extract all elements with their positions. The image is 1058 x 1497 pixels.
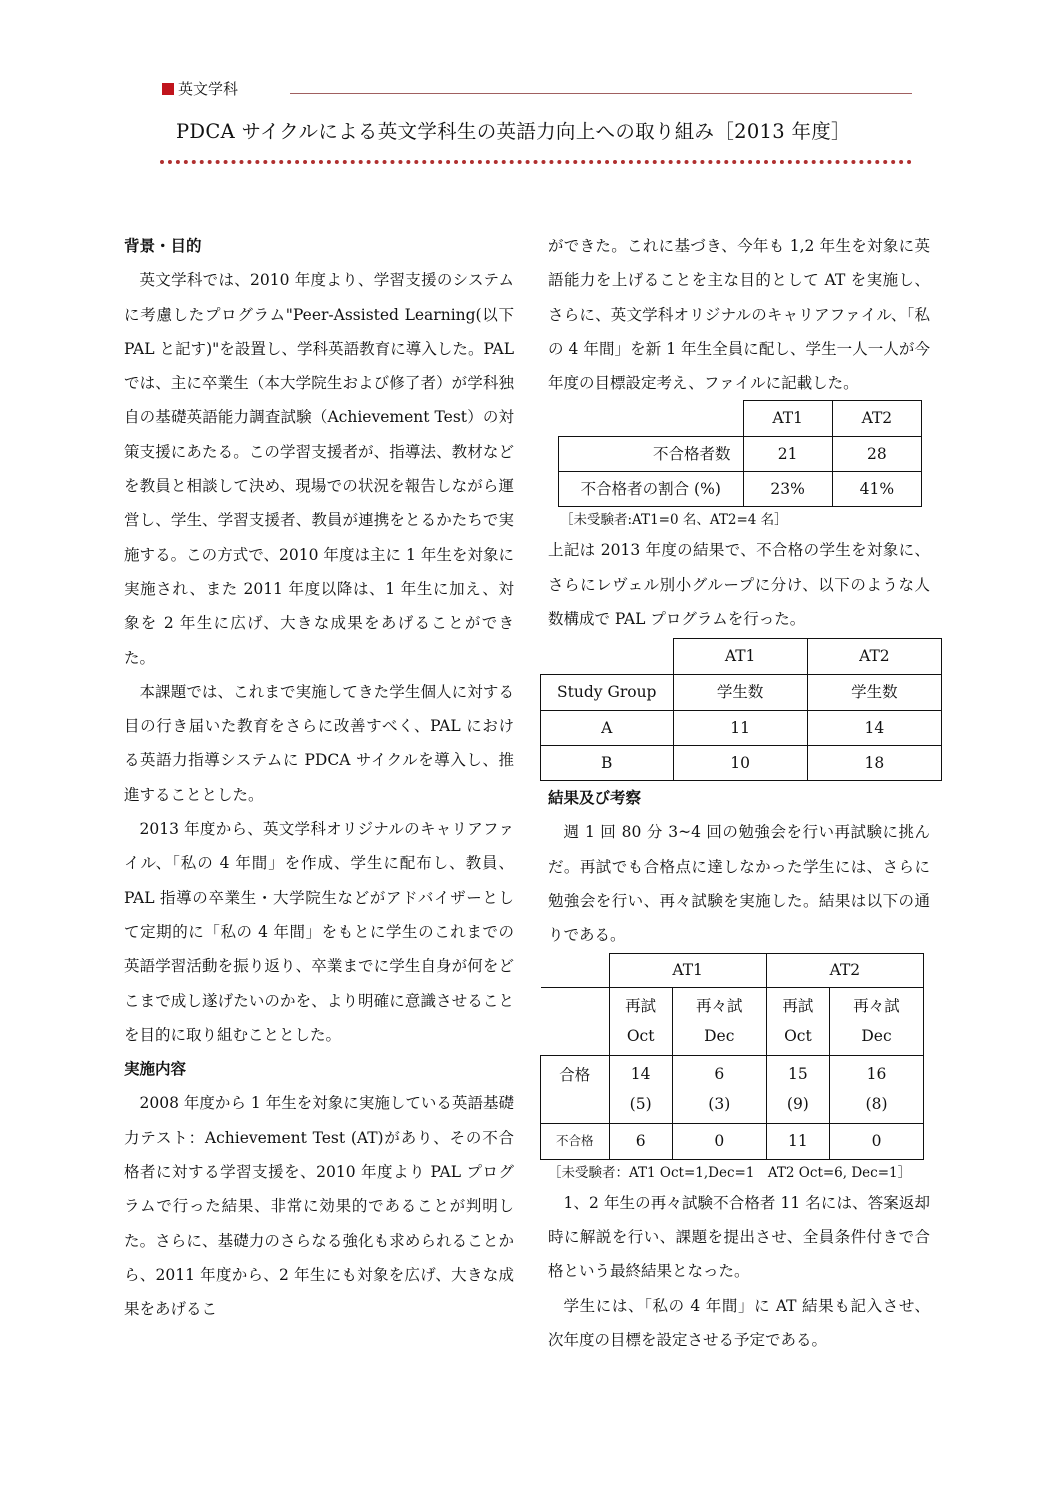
- table3-cell: 15 (9): [766, 1055, 829, 1123]
- table1-cell: 21: [743, 436, 832, 471]
- table1-cell: 28: [832, 436, 921, 471]
- paragraph-results-1: 週 1 回 80 分 3~4 回の勉強会を行い再試験に挑んだ。再試でも合格点に達しなかった学生には、さらに勉強会を行い、再々試験を実施した。結果は以下の通りである。: [548, 823, 930, 945]
- table3-pass-label: 合格: [541, 1055, 610, 1123]
- paragraph-implementation-3: 上記は 2013 年度の結果で、不合格の学生を対象に、さらにレヴェル別小グループに分け、以下のような人数構成で PAL プログラムを行った。: [548, 541, 930, 628]
- heading-background: 背景・目的: [124, 237, 202, 255]
- table2-cell: 14: [807, 710, 941, 745]
- table2-cell: 18: [807, 745, 941, 780]
- header-rule: [290, 93, 912, 94]
- table3-cell: 16 (8): [830, 1055, 924, 1123]
- paragraph-background-2: 本課題では、これまで実施してきた学生個人に対する目の行き届いた教育をさらに改善すべく、PAL における英語力指導システムに PDCA サイクルを導入し、推進することとした。: [124, 682, 514, 804]
- table3-subheader: 再試 Oct: [766, 987, 829, 1055]
- department-label: 英文学科: [178, 80, 239, 98]
- page-title: PDCA サイクルによる英文学科生の英語力向上への取り組み［2013 年度］: [176, 120, 851, 143]
- table2-cell: 11: [673, 710, 807, 745]
- header-square-marker: [162, 83, 174, 95]
- table3-fail-label: 不合格: [541, 1123, 610, 1159]
- left-column: [124, 229, 514, 1327]
- table1-cell: 41%: [832, 472, 921, 507]
- paragraph-implementation-2: ができた。これに基づき、今年も 1,2 年生を対象に英語能力を上げることを主な目的として AT を実施し、さらに、英文学科オリジナルのキャリアファイル、「私の 4 年間」を新 1 年生全員に配し、学生一人一人が今年度の目標設定考え、ファイルに記載した。: [548, 237, 930, 393]
- heading-results: 結果及び考察: [548, 789, 642, 808]
- table3-subheader: 再々試 Dec: [672, 987, 766, 1055]
- table3-cell: 14 (5): [609, 1055, 672, 1123]
- table2-cell: 10: [673, 745, 807, 780]
- table3-note: ［未受験者：AT1 Oct=1,Dec=1 AT2 Oct=6, Dec=1］: [548, 1164, 912, 1181]
- title-dotted-rule: [160, 160, 912, 164]
- table1-header-at2: AT2: [832, 401, 921, 436]
- table1-header-at1: AT1: [743, 401, 832, 436]
- table2-group-a-label: A: [541, 710, 674, 745]
- heading-implementation: 実施内容: [124, 1060, 187, 1079]
- paragraph-background-1: 英文学科では、2010 年度より、学習支援のシステムに考慮したプログラム"Peer-Assisted Learning(以下 PAL と記す)"を設置し、学科英語教育に導入した。PAL では、主に卒業生（本大学院生および修了者）が学科独自の基礎英語能力調査試験（Achievement Test）の対策支援にあたる。この学習支援者が、指導法、教材などを教員と相談して決め、現場での状況を報告しながら運営し、学生、学習支援者、教員が連携をとるかたちで実施する。この方式で、2010 年度は主に 1 年生を対象に実施され、また 2011 年度以降は、1 年生に加え、対象を 2 年生に広げ、大きな成果をあげることができた。: [124, 271, 514, 667]
- table1-note: ［未受験者:AT1=0 名、AT2=4 名］: [560, 512, 788, 529]
- table1-cell: 23%: [743, 472, 832, 507]
- table3-cell: 6: [609, 1123, 672, 1159]
- table3-cell: 11: [766, 1123, 829, 1159]
- table1-row-fail-count-label: 不合格者数: [559, 436, 744, 471]
- table3-cell: 0: [830, 1123, 924, 1159]
- table3-cell: 6 (3): [672, 1055, 766, 1123]
- table3-header-at1: AT1: [609, 953, 766, 987]
- table3-cell: 0: [672, 1123, 766, 1159]
- table2-header-at2: AT2: [807, 639, 941, 674]
- table3-header-at2: AT2: [766, 953, 923, 987]
- retest-results-table: [540, 953, 924, 1160]
- paragraph-results-2: 1、2 年生の再々試験不合格者 11 名には、答案返却時に解説を行い、課題を提出させ、全員条件付きで合格という最終結果となった。: [548, 1193, 930, 1281]
- paragraph-implementation-1: 2008 年度から 1 年生を対象に実施している英語基礎力テスト：Achievement Test (AT)があり、その不合格者に対する学習支援を、2010 年度より PAL プログラムで行った結果、非常に効果的であることが判明した。さらに、基礎力のさらなる強化も求められることから、2011 年度から、2 年生にも対象を広げ、大きな成果をあげるこ: [124, 1094, 514, 1319]
- table2-subheader: 学生数: [807, 674, 941, 710]
- table2-study-group-label: Study Group: [541, 674, 674, 710]
- fail-count-table: [558, 400, 922, 507]
- table1-row-fail-rate-label: 不合格者の割合 (%): [559, 472, 744, 507]
- table3-subheader: 再試 Oct: [609, 987, 672, 1055]
- table2-subheader: 学生数: [673, 674, 807, 710]
- table2-group-b-label: B: [541, 745, 674, 780]
- paragraph-results-3: 学生には、「私の 4 年間」に AT 結果も記入させ、次年度の目標を設定させる予定である。: [548, 1296, 930, 1349]
- paragraph-background-3: 2013 年度から、英文学科オリジナルのキャリアファイル、「私の 4 年間」を作成、学生に配布し、教員、PAL 指導の卒業生・大学院生などがアドバイザーとして定期的に「私の 4 年間」をもとに学生のこれまでの英語学習活動を振り返り、卒業までに学生自身が何をどこまで成し遂げたいのかを、より明確に意識させることを目的に取り組むこととした。: [124, 820, 514, 1044]
- study-group-table: [540, 638, 942, 781]
- table3-subheader: 再々試 Dec: [830, 987, 924, 1055]
- right-column: [548, 229, 930, 1357]
- table2-header-at1: AT1: [673, 639, 807, 674]
